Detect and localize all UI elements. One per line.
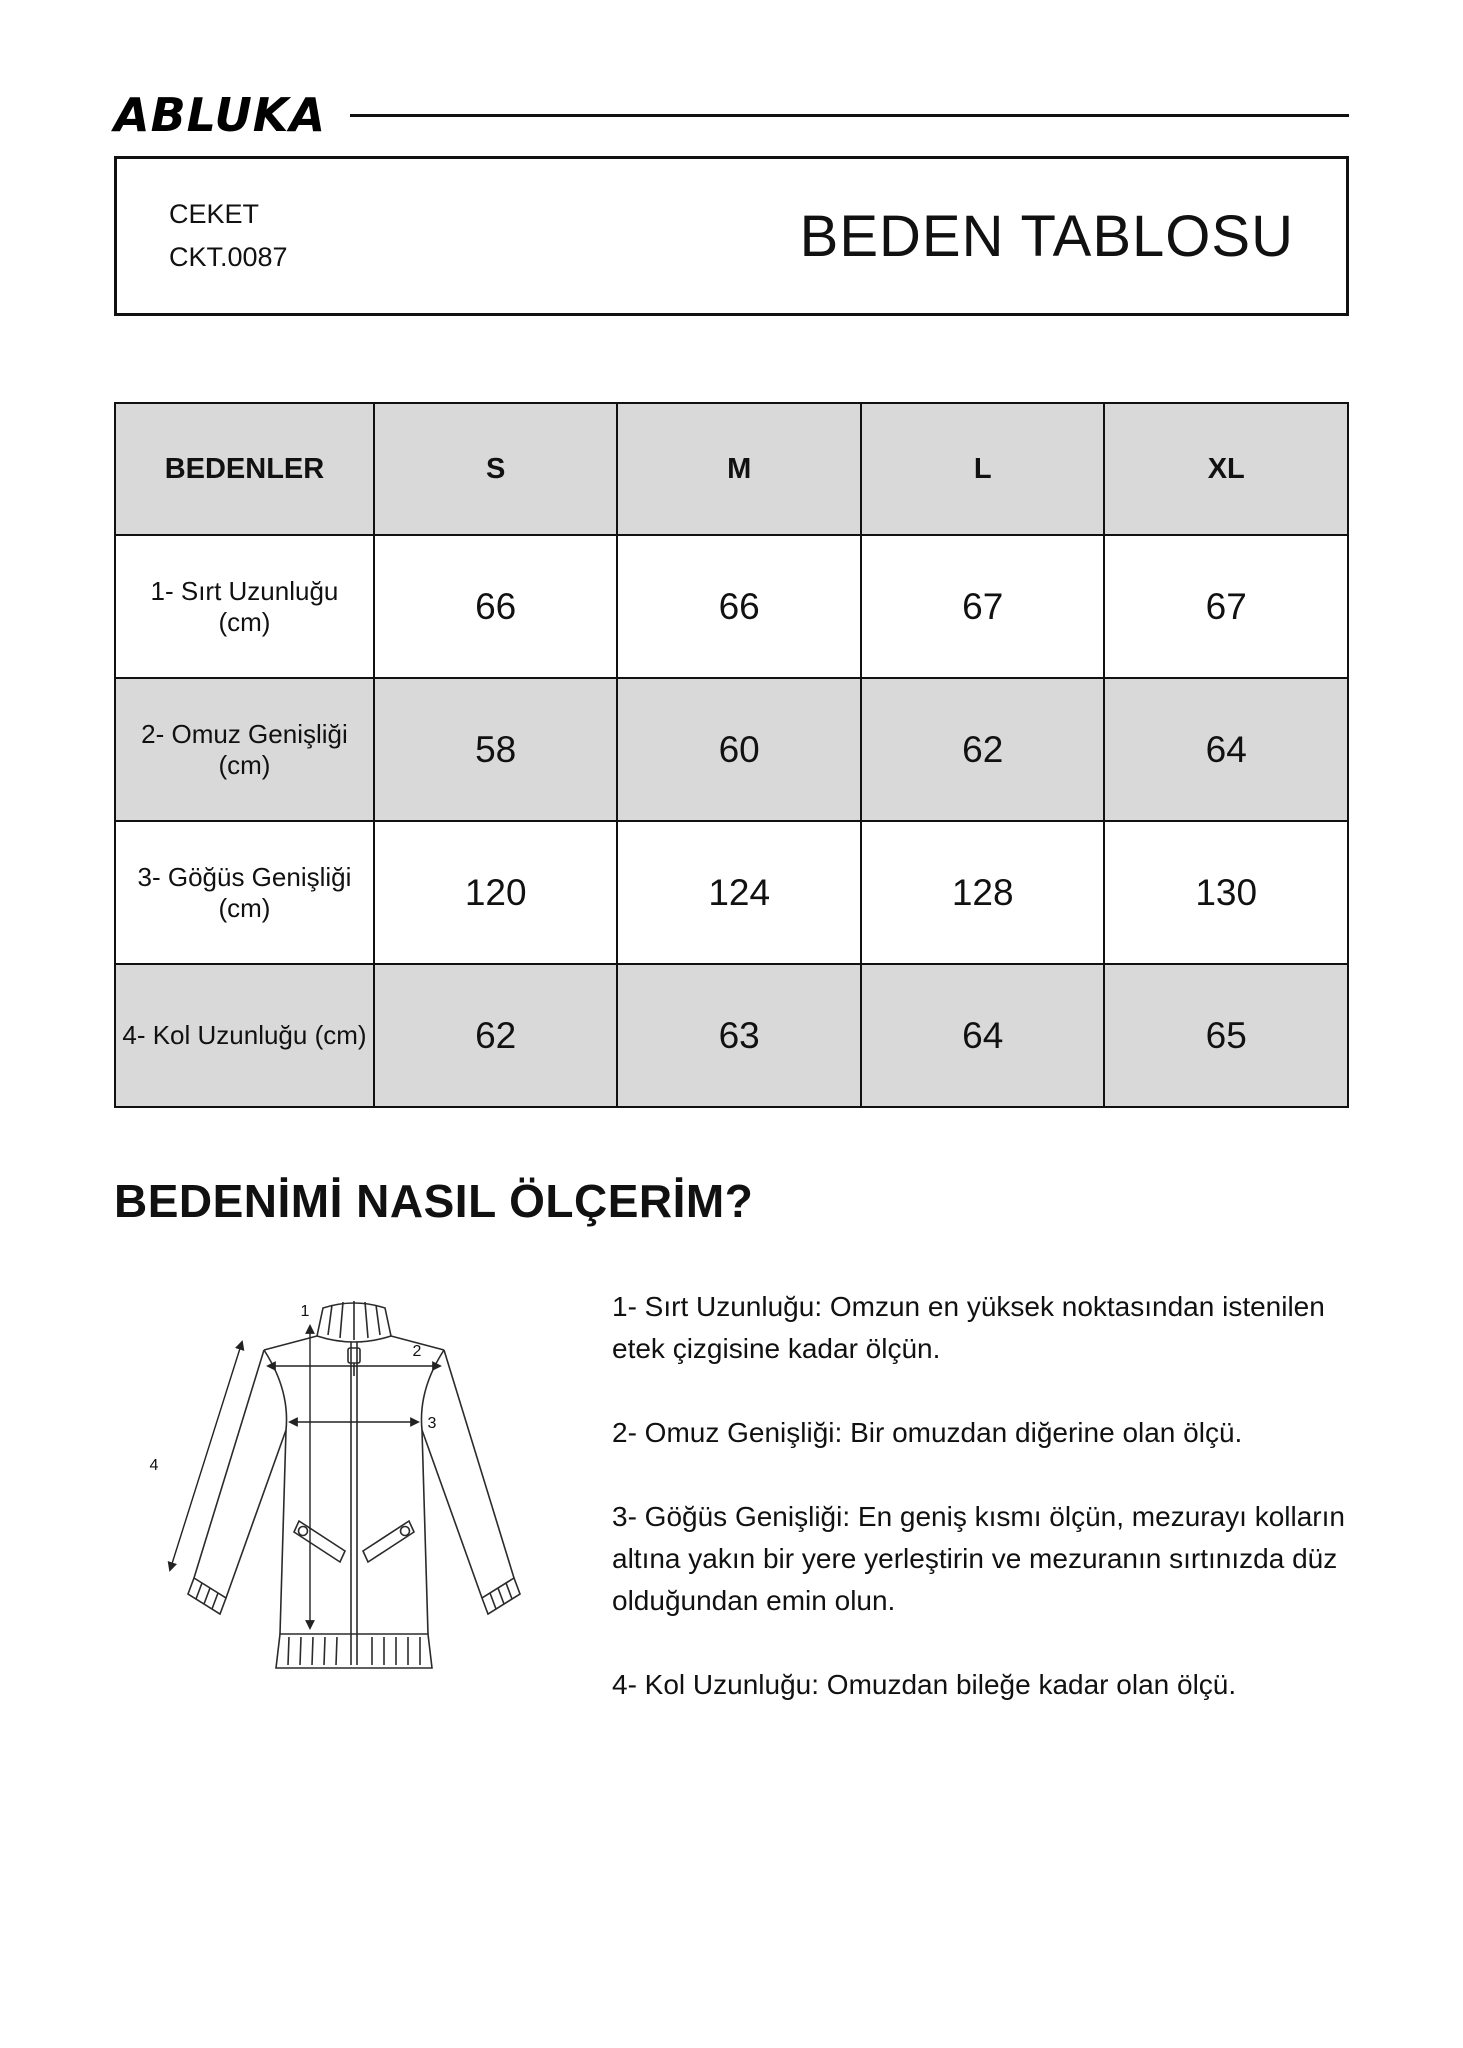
table-row (115, 535, 1348, 678)
size-value-cell: 130 (1104, 821, 1348, 964)
size-value-cell: 63 (617, 964, 861, 1107)
diagram-label-2: 2 (412, 1343, 422, 1361)
column-header-s: S (374, 403, 618, 535)
size-value-cell: 66 (374, 535, 618, 678)
column-header-bedenler: BEDENLER (115, 403, 374, 535)
instruction-item: 3- Göğüs Genişliği: En geniş kısmı ölçün, mezurayı kolların altına yakın bir yere yerleştirin ve mezuranın sırtınızda düz olduğundan emin olun. (612, 1501, 1345, 1617)
size-value-cell: 62 (374, 964, 618, 1107)
page-title: BEDEN TABLOSU (799, 203, 1294, 269)
size-value-cell: 65 (1104, 964, 1348, 1107)
measure-section (114, 1282, 1349, 1707)
zipper-slider (348, 1348, 360, 1363)
header-box (114, 156, 1349, 316)
row-label: 4- Kol Uzunluğu (cm) (115, 964, 374, 1107)
brand-divider-line (350, 114, 1349, 117)
instruction-item: 1- Sırt Uzunluğu: Omzun en yüksek noktasından istenilen etek çizgisine kadar ölçün. (612, 1291, 1325, 1365)
size-value-cell: 58 (374, 678, 618, 821)
section-heading: BEDENİMİ NASIL ÖLÇERİM? (114, 1175, 754, 1228)
instruction-item: 2- Omuz Genişliği: Bir omuzdan diğerine olan ölçü. (612, 1417, 1243, 1449)
instructions-list (612, 1282, 1349, 1706)
product-type: CEKET (169, 199, 260, 229)
size-value-cell: 120 (374, 821, 618, 964)
measurement-arrows (170, 1326, 440, 1628)
table-row (115, 964, 1348, 1107)
diagram-label-4: 4 (149, 1457, 159, 1475)
product-info (169, 193, 288, 279)
product-code: CKT.0087 (169, 242, 288, 273)
row-label: 2- Omuz Genişliği (cm) (115, 678, 374, 821)
size-value-cell: 67 (861, 535, 1105, 678)
column-header-xl: XL (1104, 403, 1348, 535)
row-label: 1- Sırt Uzunluğu (cm) (115, 535, 374, 678)
size-value-cell: 62 (861, 678, 1105, 821)
brand-row (114, 88, 1349, 142)
diagram-label-3: 3 (427, 1415, 437, 1433)
size-value-cell: 64 (861, 964, 1105, 1107)
size-table (114, 402, 1349, 1108)
jacket-diagram-container (114, 1282, 586, 1707)
size-value-cell: 64 (1104, 678, 1348, 821)
jacket-measurement-diagram (114, 1282, 574, 1702)
instruction-item: 4- Kol Uzunluğu: Omuzdan bileğe kadar olan ölçü. (612, 1669, 1237, 1701)
diagram-label-1: 1 (300, 1303, 310, 1321)
brand-logo: ABLUKA (114, 88, 327, 142)
table-header-row (115, 403, 1348, 535)
size-value-cell: 67 (1104, 535, 1348, 678)
size-value-cell: 66 (617, 535, 861, 678)
table-row (115, 821, 1348, 964)
column-header-m: M (617, 403, 861, 535)
size-value-cell: 128 (861, 821, 1105, 964)
size-value-cell: 60 (617, 678, 861, 821)
table-row (115, 678, 1348, 821)
column-header-l: L (861, 403, 1105, 535)
size-value-cell: 124 (617, 821, 861, 964)
row-label: 3- Göğüs Genişliği (cm) (115, 821, 374, 964)
